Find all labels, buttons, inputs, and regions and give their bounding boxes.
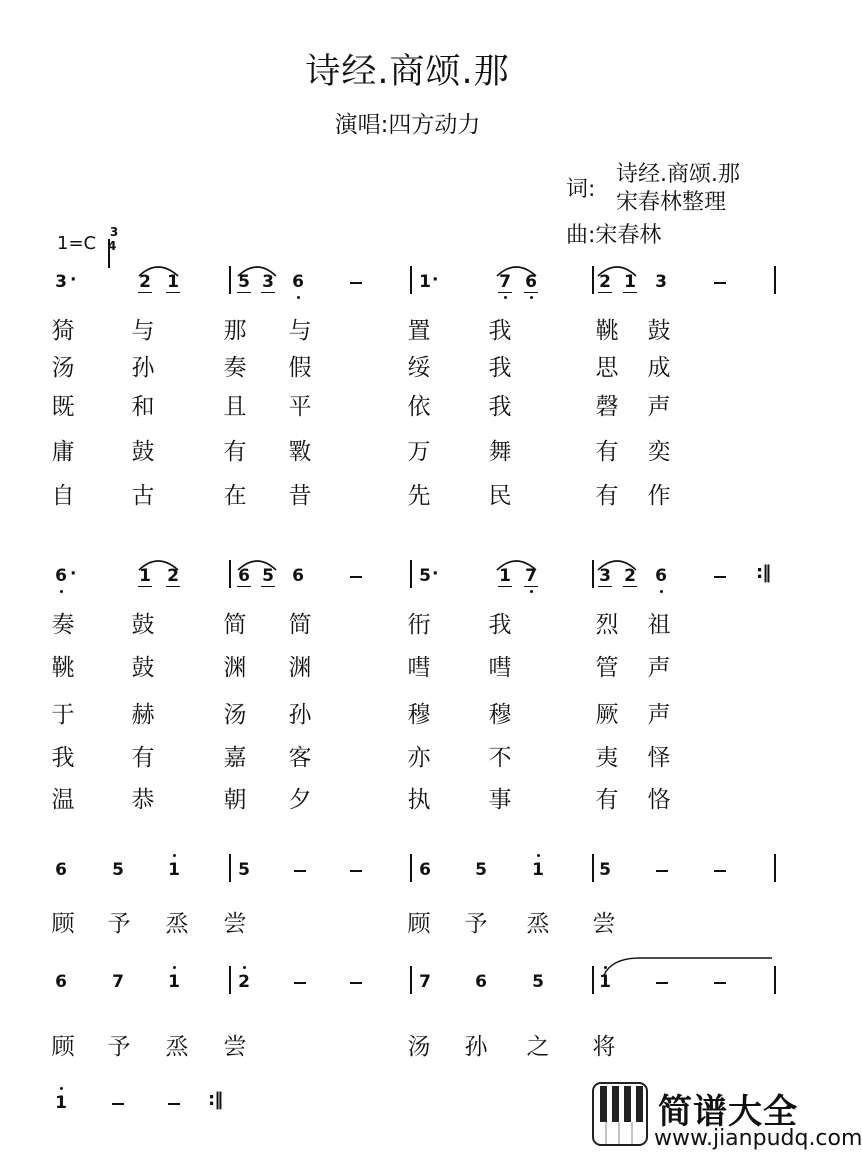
- lyric: 之: [526, 1034, 550, 1060]
- lyric: 汤: [223, 702, 247, 728]
- lyric: 声: [647, 655, 671, 681]
- note: 5: [112, 860, 124, 880]
- lyric: 于: [51, 702, 75, 728]
- logo-url: www.jianpudq.com: [654, 1126, 862, 1151]
- lyric: 有: [595, 439, 619, 465]
- lyric: 执: [407, 787, 431, 813]
- note: 1: [55, 1093, 67, 1113]
- dash: [168, 1103, 180, 1105]
- note: 1: [168, 860, 180, 880]
- lyric: 朝: [223, 787, 247, 813]
- lyric: 鼓: [131, 612, 155, 638]
- note: 5: [238, 860, 250, 880]
- lyric: 民: [488, 483, 512, 509]
- lyric: 猗: [51, 318, 75, 344]
- lyric: 我: [488, 612, 512, 638]
- lyric: 客: [288, 745, 312, 771]
- lyricist-name-2: 宋春林整理: [616, 190, 727, 215]
- lyric: 祖: [647, 612, 671, 638]
- dash: [350, 282, 362, 284]
- lyric: 先: [407, 483, 431, 509]
- lyric: 亦: [407, 745, 431, 771]
- lyric: 平: [288, 394, 312, 420]
- site-logo: [592, 1082, 862, 1154]
- note: 3: [262, 272, 274, 292]
- note: 6: [292, 566, 304, 586]
- bar-line: [592, 854, 594, 882]
- note: 7: [419, 972, 431, 992]
- bar-line: [410, 854, 412, 882]
- bar-line: [410, 966, 412, 994]
- note: 1: [139, 566, 151, 586]
- lyric: 烝: [165, 1034, 189, 1060]
- key-signature: 1=C: [57, 233, 97, 254]
- logo-brand: 简谱大全: [658, 1092, 798, 1132]
- lyric: 顾: [51, 1034, 75, 1060]
- lyric: 既: [51, 394, 75, 420]
- dash: [350, 982, 362, 984]
- lyric: 与: [288, 318, 312, 344]
- lyric: 奕: [647, 439, 671, 465]
- dash: [350, 576, 362, 578]
- note: 6: [238, 566, 250, 586]
- note: 1: [532, 860, 544, 880]
- lyric: 孙: [464, 1034, 488, 1060]
- note: 2: [624, 566, 636, 586]
- lyric: 烈: [595, 612, 619, 638]
- lyric: 予: [107, 1034, 131, 1060]
- lyric: 我: [488, 355, 512, 381]
- lyric: 衎: [407, 612, 431, 638]
- lyric: 夕: [288, 787, 312, 813]
- lyric: 自: [51, 483, 75, 509]
- lyric: 鼓: [647, 318, 671, 344]
- note: 1: [624, 272, 636, 292]
- dash: [350, 870, 362, 872]
- note: 1: [499, 566, 511, 586]
- lyric: 磬: [595, 394, 619, 420]
- lyric: 奏: [51, 612, 75, 638]
- lyric: 渊: [288, 655, 312, 681]
- lyric: 我: [488, 318, 512, 344]
- bar-line: [592, 966, 594, 994]
- lyric: 事: [488, 787, 512, 813]
- lyric: 简: [223, 612, 247, 638]
- lyric: 有: [223, 439, 247, 465]
- bar-line: [774, 854, 776, 882]
- lyric: 鼓: [131, 655, 155, 681]
- lyricist-name-1: 诗经.商颂.那: [616, 162, 740, 187]
- time-signature-bottom: 4: [108, 239, 110, 268]
- note: 3: [599, 566, 611, 586]
- lyric: 绥: [407, 355, 431, 381]
- note: 6: [55, 860, 67, 880]
- lyric: 孙: [288, 702, 312, 728]
- note: 1: [167, 272, 179, 292]
- dash: [714, 870, 726, 872]
- lyric: 予: [107, 911, 131, 937]
- dash: [714, 282, 726, 284]
- lyric: 渊: [223, 655, 247, 681]
- note: 6: [475, 972, 487, 992]
- augmentation-dot: ·: [432, 564, 439, 584]
- lyric: 夷: [595, 745, 619, 771]
- lyric: 我: [51, 745, 75, 771]
- lyric: 万: [407, 439, 431, 465]
- lyric: 昔: [288, 483, 312, 509]
- note: 5: [262, 566, 274, 586]
- bar-line: [229, 560, 231, 588]
- dash: [656, 870, 668, 872]
- lyric: 在: [223, 483, 247, 509]
- note: 3: [55, 272, 67, 292]
- lyric: 管: [595, 655, 619, 681]
- lyric: 穆: [488, 702, 512, 728]
- lyric: 有: [595, 483, 619, 509]
- note: 7: [525, 566, 537, 586]
- singer-credit: 演唱:四方动力: [334, 112, 481, 138]
- lyric: 不: [488, 745, 512, 771]
- lyric: 恭: [131, 787, 155, 813]
- bar-line: [229, 266, 231, 294]
- note: 5: [532, 972, 544, 992]
- bar-line: [410, 560, 412, 588]
- bar-line: [774, 966, 776, 994]
- lyric: 怿: [647, 745, 671, 771]
- lyric: 顾: [407, 911, 431, 937]
- lyric: 那: [223, 318, 247, 344]
- note: 7: [112, 972, 124, 992]
- repeat-end-sign: :‖: [756, 562, 771, 583]
- bar-line: [410, 266, 412, 294]
- note: 2: [139, 272, 151, 292]
- lyric: 与: [131, 318, 155, 344]
- lyric: 有: [595, 787, 619, 813]
- dash: [656, 982, 668, 984]
- lyric: 汤: [407, 1034, 431, 1060]
- lyric: 有: [131, 745, 155, 771]
- repeat-end-sign: :‖: [208, 1089, 223, 1110]
- bar-line: [229, 854, 231, 882]
- time-signature-top: 3: [109, 225, 119, 239]
- lyric: 依: [407, 394, 431, 420]
- lyric: 我: [488, 394, 512, 420]
- dash: [112, 1103, 124, 1105]
- lyric: 假: [288, 355, 312, 381]
- lyric: 嘒: [407, 655, 431, 681]
- lyric: 简: [288, 612, 312, 638]
- lyric: 尝: [223, 1034, 247, 1060]
- lyric: 鞉: [51, 655, 75, 681]
- note: 3: [655, 272, 667, 292]
- note: 2: [167, 566, 179, 586]
- bar-line: [592, 266, 594, 294]
- lyric: 斁: [288, 439, 312, 465]
- lyric: 成: [647, 355, 671, 381]
- note: 6: [292, 272, 304, 292]
- note: 2: [238, 972, 250, 992]
- lyric: 赫: [131, 702, 155, 728]
- lyric: 声: [647, 394, 671, 420]
- dash: [294, 982, 306, 984]
- song-title: 诗经.商颂.那: [305, 52, 510, 92]
- lyric: 穆: [407, 702, 431, 728]
- tie: [604, 958, 772, 975]
- note: 7: [499, 272, 511, 292]
- dash: [294, 870, 306, 872]
- lyric: 嘉: [223, 745, 247, 771]
- lyric: 予: [464, 911, 488, 937]
- lyric: 庸: [51, 439, 75, 465]
- bar-line: [592, 560, 594, 588]
- augmentation-dot: ·: [70, 270, 77, 290]
- lyric: 烝: [526, 911, 550, 937]
- note: 1: [419, 272, 431, 292]
- dash: [714, 982, 726, 984]
- lyric: 汤: [51, 355, 75, 381]
- note: 5: [238, 272, 250, 292]
- note: 6: [55, 972, 67, 992]
- lyric: 舞: [488, 439, 512, 465]
- note: 5: [419, 566, 431, 586]
- lyric: 声: [647, 702, 671, 728]
- augmentation-dot: ·: [432, 270, 439, 290]
- note: 6: [55, 566, 67, 586]
- bar-line: [774, 266, 776, 294]
- composer-credit: 曲:宋春林: [566, 223, 662, 248]
- lyric: 厥: [595, 702, 619, 728]
- note: 6: [525, 272, 537, 292]
- lyric: 思: [595, 355, 619, 381]
- note: 1: [599, 972, 611, 992]
- lyric: 古: [131, 483, 155, 509]
- augmentation-dot: ·: [70, 564, 77, 584]
- piano-keys-icon: [592, 1082, 648, 1146]
- note: 6: [655, 566, 667, 586]
- lyric: 鼓: [131, 439, 155, 465]
- lyric: 置: [407, 318, 431, 344]
- lyric: 孙: [131, 355, 155, 381]
- lyric: 顾: [51, 911, 75, 937]
- note: 6: [419, 860, 431, 880]
- note: 5: [599, 860, 611, 880]
- lyric: 尝: [223, 911, 247, 937]
- bar-line: [229, 966, 231, 994]
- lyric: 温: [51, 787, 75, 813]
- lyric: 恪: [647, 787, 671, 813]
- lyric: 嘒: [488, 655, 512, 681]
- lyric: 鞉: [595, 318, 619, 344]
- lyric: 和: [131, 394, 155, 420]
- lyric: 烝: [165, 911, 189, 937]
- lyric: 作: [647, 483, 671, 509]
- note: 2: [599, 272, 611, 292]
- lyric: 且: [223, 394, 247, 420]
- lyric: 奏: [223, 355, 247, 381]
- dash: [714, 576, 726, 578]
- lyric: 尝: [592, 911, 616, 937]
- lyricist-label: 词:: [566, 177, 596, 202]
- note: 5: [475, 860, 487, 880]
- lyric: 将: [592, 1034, 616, 1060]
- time-signature: [108, 225, 120, 253]
- note: 1: [168, 972, 180, 992]
